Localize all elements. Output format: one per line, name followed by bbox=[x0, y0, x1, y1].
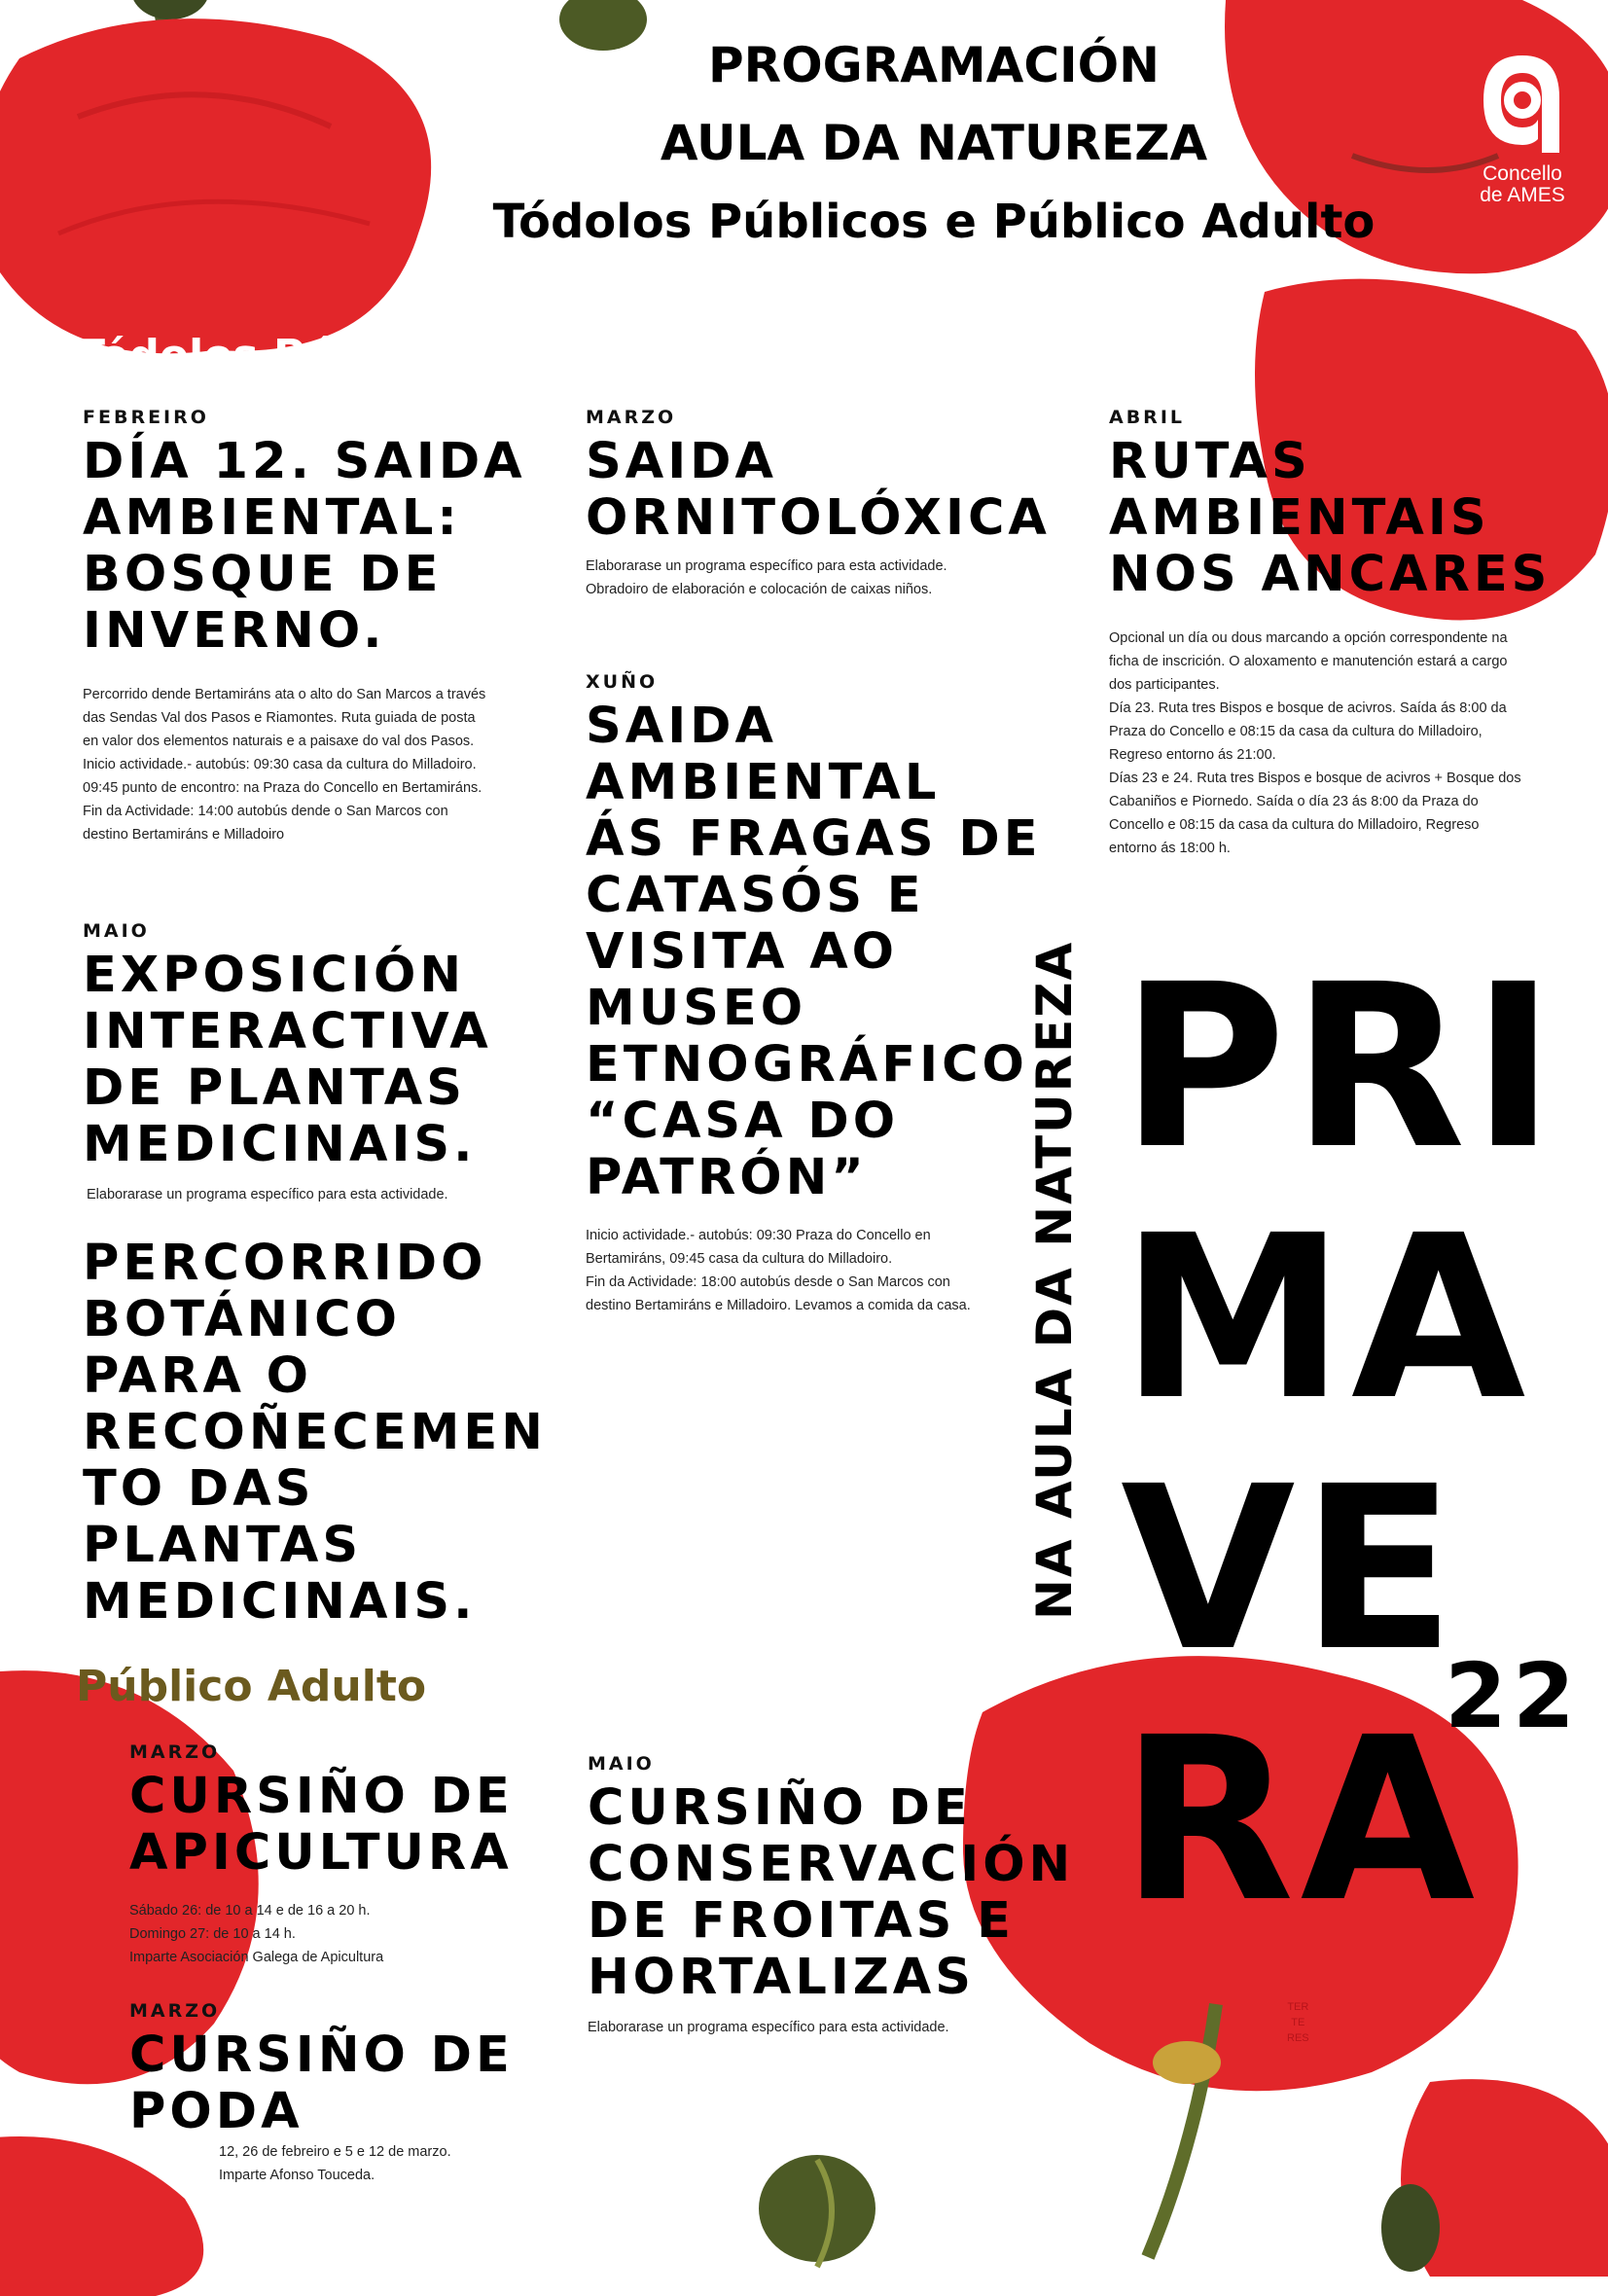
event-poda bbox=[129, 2000, 616, 2187]
event-title: CURSIÑO DE CONSERVACIÓN DE FROITAS E HORTALIZAS bbox=[588, 1779, 1075, 2006]
event-apicultura bbox=[129, 1741, 616, 1969]
event-description: Inicio actividade.- autobús: 09:30 Praza do Concello en Bertamiráns, 09:45 casa da cultura do Milladoiro. Fin da Actividade: 18:00 autobús desde o San Marcos con destino Bertamiráns e Milladoiro. Levamos a comida da casa. bbox=[586, 1228, 971, 1313]
event-description: Percorrido dende Bertamiráns ata o alto do San Marcos a través das Sendas Val dos Pasos e Riamontes. Ruta guiada de posta en valor dos elementos naturais e a paisaxe do val dos Pasos. Inicio actividade.- autobús: 09:30 casa da cultura do Milladoiro. 09:45 punto de encontro: na Praza do Concello en Bertamiráns. Fin da Actividade: 14:00 autobús dende o San Marcos con destino Bertamiráns e Milladoiro bbox=[83, 687, 486, 843]
event-xuno bbox=[586, 671, 1072, 1317]
event-title: EXPOSICIÓN INTERACTIVA DE PLANTAS MEDICINAIS. bbox=[83, 947, 492, 1173]
event-title: RUTAS AMBIENTAIS NOS ANCARES bbox=[1109, 433, 1552, 603]
event-month: XUÑO bbox=[586, 671, 659, 693]
event-description: Elaborarase un programa específico para esta actividade. Obradoiro de elaboración e colocación de caixas niños. bbox=[586, 558, 947, 597]
primavera-line-2: MA bbox=[1121, 1187, 1532, 1450]
event-abril bbox=[1109, 407, 1576, 860]
event-description: Elaborarase un programa específico para esta actividade. bbox=[87, 1187, 448, 1202]
primavera-line-3: VE bbox=[1121, 1438, 1462, 1701]
event-month: MARZO bbox=[129, 1741, 221, 1763]
poppy-bud-bottom-illustration bbox=[739, 2131, 914, 2277]
event-title: SAIDA AMBIENTAL ÁS FRAGAS DE CATASÓS E VISITA AO MUSEO ETNOGRÁFICO “CASA DO PATRÓN” bbox=[586, 698, 1042, 1206]
event-conservacion bbox=[588, 1753, 1093, 2039]
event-title: CURSIÑO DE APICULTURA bbox=[129, 1768, 514, 1882]
section-title-publicos: Tódolos Públicos bbox=[76, 331, 476, 380]
header-audience: Tódolos Públicos e Público Adulto bbox=[492, 195, 1376, 249]
event-maio-exposicion bbox=[83, 920, 569, 1206]
event-month: MAIO bbox=[588, 1753, 655, 1775]
event-percorrido-botanico bbox=[83, 1236, 589, 1631]
event-month: MARZO bbox=[586, 407, 677, 428]
event-marzo-ornitoloxica bbox=[586, 407, 1072, 601]
event-description: Opcional un día ou dous marcando a opción correspondente na ficha de inscrición. O aloxamento e manutención estará a cargo dos participantes. Día 23. Ruta tres Bispos e bosque de acivros. Saída ás 8:00 da Praza do Concello e 08:15 da casa da cultura do Milladoiro, Regreso entorno ás 21:00. Días 23 e 24. Ruta tres Bispos e bosque de acivros + Bosque dos Cabaniños e Piornedo. Saída o día 23 ás 8:00 da Praza do Concello e 08:15 da casa da cultura do Milladoiro, Regreso entorno ás 18:00 h. bbox=[1109, 630, 1521, 856]
primavera-line-4: RA bbox=[1121, 1689, 1482, 1952]
header-title: PROGRAMACIÓN bbox=[708, 37, 1160, 93]
logo-line-1: Concello bbox=[1483, 162, 1562, 185]
design-credit: TER TE RES bbox=[1287, 2001, 1309, 2044]
event-month: MAIO bbox=[83, 920, 150, 942]
vertical-tagline: NA AULA DA NATUREZA bbox=[1026, 940, 1083, 1620]
concello-ames-logo-icon bbox=[1474, 44, 1571, 159]
primavera-year: 22 bbox=[1445, 1644, 1582, 1748]
event-title: PERCORRIDO BOTÁNICO PARA O RECOÑECEMEN TO DAS PLANTAS MEDICINAIS. bbox=[83, 1235, 547, 1631]
event-description: 12, 26 de febreiro e 5 e 12 de marzo. Imparte Afonso Touceda. bbox=[219, 2144, 451, 2183]
event-month: ABRIL bbox=[1109, 407, 1185, 428]
event-description: Elaborarase un programa específico para esta actividade. bbox=[588, 2020, 949, 2035]
event-month: FEBREIRO bbox=[83, 407, 209, 428]
logo-line-2: de AMES bbox=[1480, 184, 1565, 206]
concello-logo bbox=[1459, 44, 1586, 206]
header-subtitle: AULA DA NATUREZA bbox=[660, 115, 1208, 171]
primavera-line-1: PRI bbox=[1121, 936, 1561, 1199]
event-title: DÍA 12. SAIDA AMBIENTAL: BOSQUE DE INVERNO. bbox=[83, 433, 526, 660]
event-title: SAIDA ORNITOLÓXICA bbox=[586, 433, 1051, 547]
event-month: MARZO bbox=[129, 2000, 221, 2022]
event-description: Sábado 26: de 10 a 14 e de 16 a 20 h. Domingo 27: de 10 a 14 h. Imparte Asociación Galega de Apicultura bbox=[129, 1903, 384, 1965]
event-title: CURSIÑO DE PODA bbox=[129, 2027, 514, 2140]
section-title-adulto: Público Adulto bbox=[76, 1662, 427, 1711]
event-febreiro bbox=[83, 407, 569, 846]
